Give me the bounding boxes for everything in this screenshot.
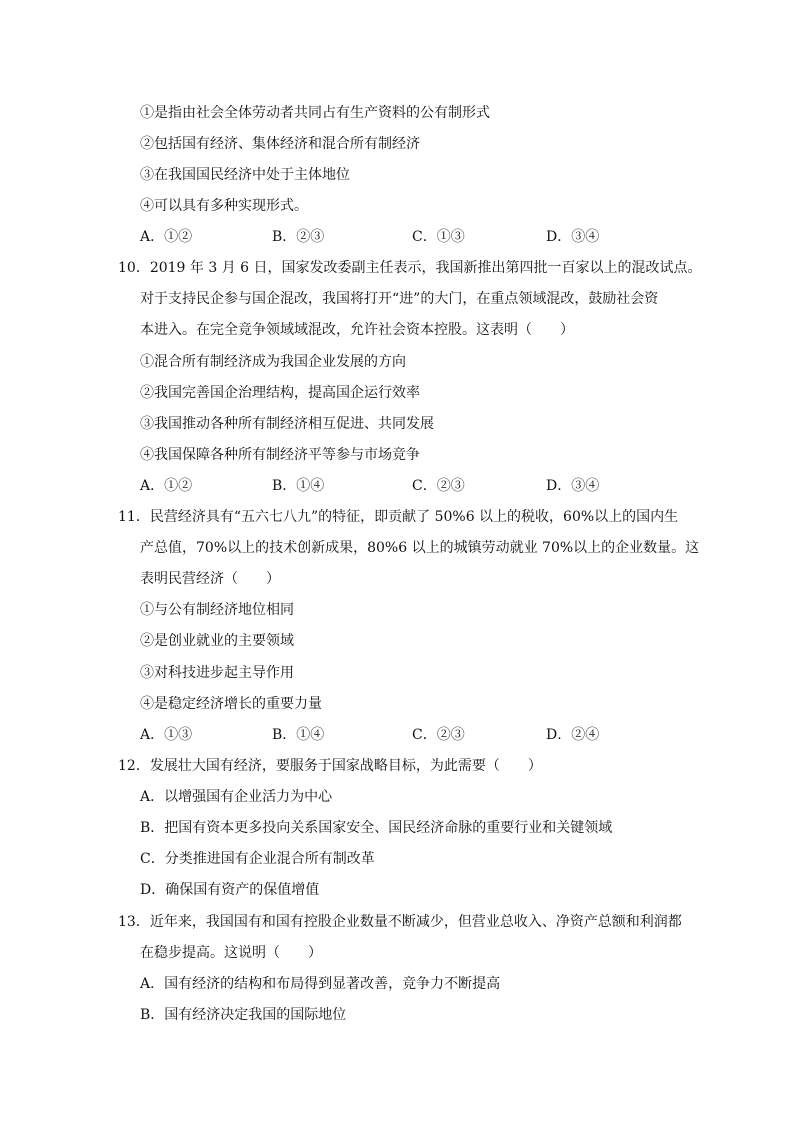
q11-item-2: ②是创业就业的主要领域 xyxy=(140,633,294,649)
q13-choice-a: A．国有经济的结构和布局得到显著改善，竞争力不断提高 xyxy=(140,976,501,992)
q11-item-4: ④是稳定经济增长的重要力量 xyxy=(140,696,322,712)
q9-item-2: ②包括国有经济、集体经济和混合所有制经济 xyxy=(140,136,420,152)
q10-stem-line-2: 对于支持民企参与国企混改，我国将打开“进”的大门，在重点领域混改，鼓励社会资 xyxy=(140,291,659,307)
q11-item-1: ①与公有制经济地位相同 xyxy=(140,602,294,618)
q10-stem-line-3: 本进入。在完全竞争领域域混改，允许社会资本控股。这表明（ ） xyxy=(140,322,574,338)
q10-item-1: ①混合所有制经济成为我国企业发展的方向 xyxy=(140,354,406,370)
q10-option-a: A．①② xyxy=(140,478,193,494)
q11-item-3: ③对科技进步起主导作用 xyxy=(140,665,294,681)
q11-stem-line-3: 表明民营经济（ ） xyxy=(140,571,280,587)
q9-item-4: ④可以具有多种实现形式。 xyxy=(140,198,308,214)
q13-stem-line-1: 13．近年来，我国国有和国有控股企业数量不断减少，但营业总收入、净资产总额和利润都 xyxy=(118,914,682,930)
q9-item-3: ③在我国国民经济中处于主体地位 xyxy=(140,167,350,183)
q10-stem-line-1: 10．2019 年 3 月 6 日，国家发改委副主任表示，我国新推出第四批一百家以上的混改试点。 xyxy=(118,260,702,276)
q10-item-4: ④我国保障各种所有制经济平等参与市场竞争 xyxy=(140,447,420,463)
q11-option-c: C．②③ xyxy=(412,727,465,743)
q10-item-2: ②我国完善国企治理结构，提高国企运行效率 xyxy=(140,385,420,401)
q11-stem-line-2: 产总值，70%以上的技术创新成果，80%6 以上的城镇劳动就业 70%以上的企业数量。这 xyxy=(140,540,700,556)
q10-option-d: D．③④ xyxy=(546,478,600,494)
q12-choice-b: B．把国有资本更多投向关系国家安全、国民经济命脉的重要行业和关键领域 xyxy=(140,820,613,836)
q10-option-c: C．②③ xyxy=(412,478,465,494)
q11-option-d: D．②④ xyxy=(546,727,600,743)
q12-choice-a: A．以增强国有企业活力为中心 xyxy=(140,789,333,805)
q9-option-a: A．①② xyxy=(140,229,193,245)
q11-stem-line-1: 11．民营经济具有“五六七八九”的特征，即贡献了 50%6 以上的税收，60%以上的国内生 xyxy=(118,509,679,525)
q9-option-d: D．③④ xyxy=(546,229,600,245)
q9-item-1: ①是指由社会全体劳动者共同占有生产资料的公有制形式 xyxy=(140,105,490,121)
q9-option-c: C．①③ xyxy=(412,229,465,245)
q12-choice-c: C．分类推进国有企业混合所有制改革 xyxy=(140,851,375,867)
q10-option-b: B．①④ xyxy=(272,478,325,494)
q11-option-b: B．①④ xyxy=(272,727,325,743)
q12-choice-d: D．确保国有资产的保值增值 xyxy=(140,882,320,898)
q13-choice-b: B．国有经济决定我国的国际地位 xyxy=(140,1007,347,1023)
q10-item-3: ③我国推动各种所有制经济相互促进、共同发展 xyxy=(140,416,434,432)
q13-stem-line-2: 在稳步提高。这说明（ ） xyxy=(140,945,322,961)
q11-option-a: A．①③ xyxy=(140,727,193,743)
q12-stem-line-1: 12．发展壮大国有经济，要服务于国家战略目标，为此需要（ ） xyxy=(118,758,542,774)
q9-option-b: B．②③ xyxy=(272,229,325,245)
